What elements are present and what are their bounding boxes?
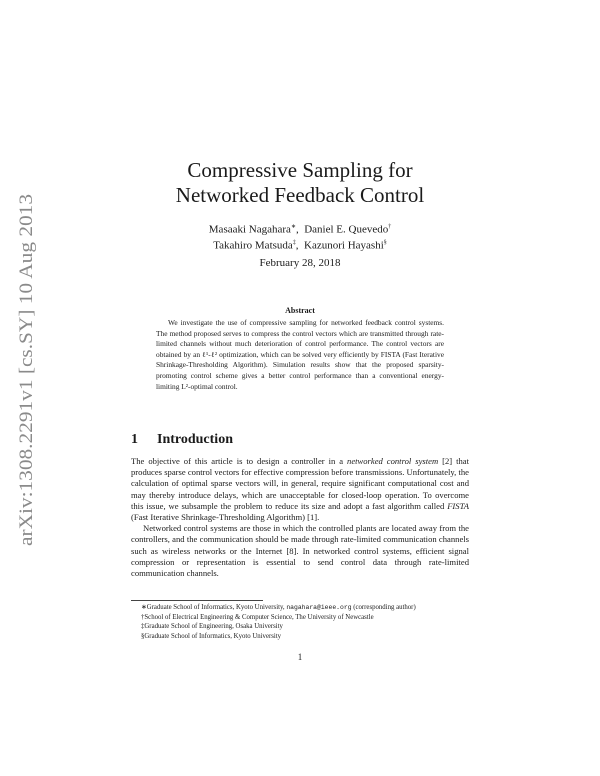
emphasis: FISTA — [447, 500, 469, 511]
author-list — [0, 221, 600, 252]
footnote: †School of Electrical Engineering & Computer Science, The University of Newcastle — [141, 613, 374, 621]
section-heading — [131, 432, 471, 448]
author-name: Daniel E. Quevedo — [304, 223, 389, 236]
page-number: 1 — [297, 652, 303, 662]
paragraph: The objective of this article is to design a controller in a networked control system [2] that produces sparse control vectors for effective compression before transmissions. Unfortunately, the calculation of optimal sparse vectors will, in general, require significant computational cost and may thereby introduce delays, which are unacceptable for closed-loop operation. To overcome this issue, we subsample the problem to reduce its size and adopt a fast algorithm called FISTA (Fast Iterative Shrinkage-Thresholding Algorithm) [1]. — [131, 456, 469, 523]
body-text — [131, 456, 469, 579]
section-number: 1 — [131, 432, 138, 447]
title-line-1: Compressive Sampling for — [187, 158, 413, 182]
author-mark: ∗ — [290, 224, 296, 230]
abstract-text: We investigate the use of compressive sampling for networked feedback control systems. The method proposed serves to compress the control vectors which are transmitted through rate-limited channels without much deterioration of control performance. The control vectors are obtained by an ℓ¹-ℓ² optimization, which can be solved very efficiently by FISTA (Fast Iterative Shrinkage-Thresholding Algorithm). Simulation results show that the proposed sparsity-promoting control scheme gives a better control performance than a conventional energy-limiting L²-optimal control. — [156, 318, 444, 391]
author-name: Masaaki Nagahara — [208, 223, 291, 236]
section-title: Introduction — [157, 432, 233, 447]
author-line-2: Takahiro Matsuda‡, Kazunori Hayashi§ — [213, 239, 387, 252]
abstract-heading: Abstract — [285, 306, 315, 315]
footnote: ∗Graduate School of Informatics, Kyoto University, nagahara@ieee.org (corresponding author) — [141, 604, 416, 611]
author-mark: ‡ — [292, 239, 296, 246]
author-mark: § — [383, 239, 387, 246]
email-address: nagahara@ieee.org — [286, 604, 352, 611]
paragraph: Networked control systems are those in which the controlled plants are located away from the controllers, and the communication should be made through rate-limited communication channels such as wireless networks or the Internet [8]. In networked control systems, efficient signal compression or representation is essential to send control data through rate-limited communication channels. — [131, 523, 469, 579]
author-mark: † — [388, 224, 392, 230]
title-line-2: Networked Feedback Control — [175, 183, 425, 207]
emphasis: networked control system — [347, 456, 439, 466]
arxiv-identifier: arXiv:1308.2291v1 [cs.SY] 10 Aug 2013 — [16, 232, 37, 546]
paper-date: February 28, 2018 — [259, 257, 341, 269]
footnote: ‡Graduate School of Engineering, Osaka University — [141, 623, 283, 631]
paper-title — [0, 158, 600, 208]
author-line-1: Masaaki Nagahara∗, Daniel E. Quevedo† — [208, 223, 392, 236]
author-name: Takahiro Matsuda — [213, 239, 293, 252]
footnotes — [131, 603, 471, 641]
footnote-rule — [131, 600, 263, 601]
author-name: Kazunori Hayashi — [304, 239, 384, 252]
footnote: §Graduate School of Informatics, Kyoto University — [141, 632, 282, 640]
